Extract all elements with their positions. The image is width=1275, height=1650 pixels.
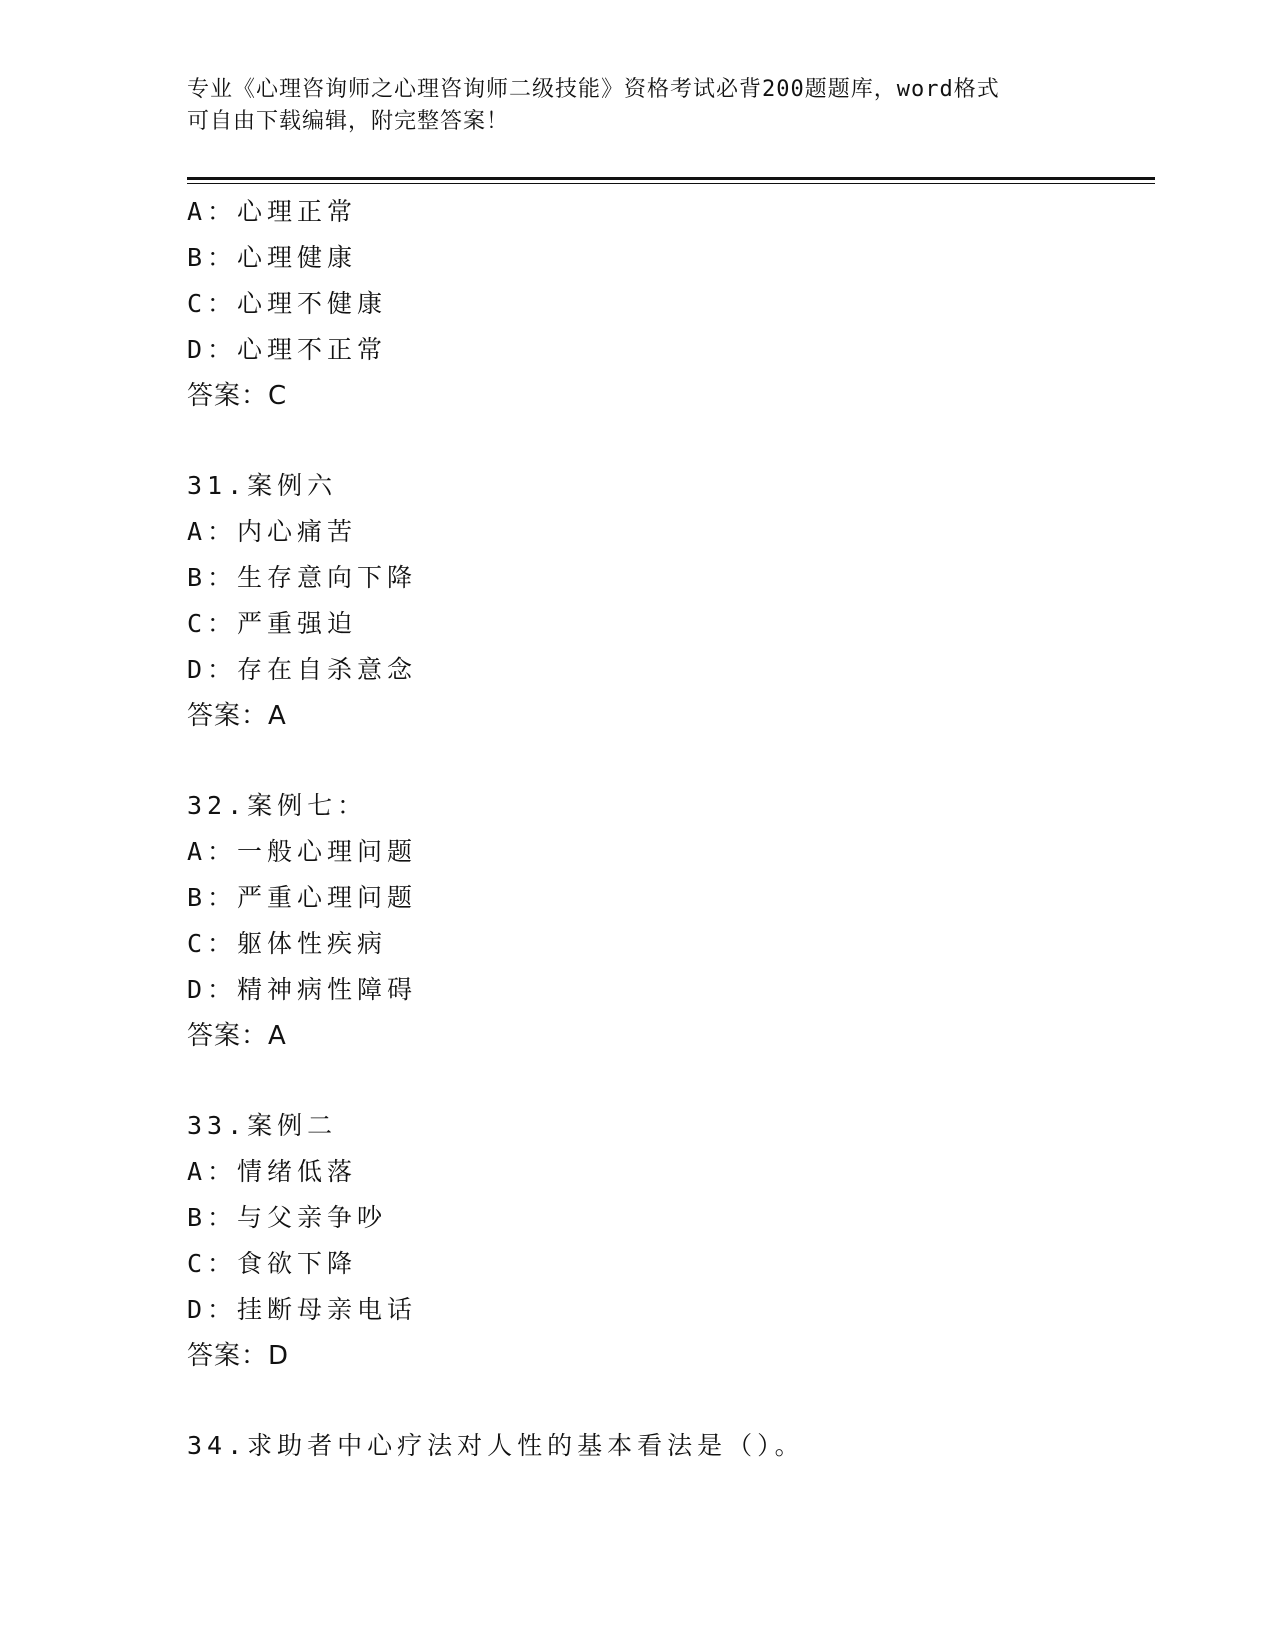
option-b: B：严重心理问题 [187,883,418,912]
option-a: A：情绪低落 [187,1157,358,1186]
option-b: B：生存意向下降 [187,563,418,592]
option-b: B：与父亲争吵 [187,1203,388,1232]
option-d: D：精神病性障碍 [187,975,418,1004]
spacer [187,1379,1155,1423]
option-a: A：内心痛苦 [187,517,358,546]
option-a: A：心理正常 [187,197,358,226]
option-d: D：心理不正常 [187,335,388,364]
answer-line: 答案：D [187,1341,290,1371]
spacer [187,419,1155,463]
question-list [187,189,1155,1469]
spacer [187,1059,1155,1103]
question-title: 34.求助者中心疗法对人性的基本看法是（）。 [187,1431,805,1460]
question-30-continued [187,189,1155,419]
option-d: D：挂断母亲电话 [187,1295,418,1324]
answer-line: 答案：A [187,1021,287,1051]
question-title: 32.案例七： [187,791,368,820]
question-32 [187,783,1155,1059]
header-rule-thick [187,177,1155,180]
question-title: 31.案例六 [187,471,338,500]
header-rule-thin [187,183,1155,184]
question-34 [187,1423,1155,1469]
spacer [187,739,1155,783]
document-header [187,74,1087,138]
question-33 [187,1103,1155,1379]
option-b: B：心理健康 [187,243,358,272]
option-c: C：心理不健康 [187,289,388,318]
option-d: D：存在自杀意念 [187,655,418,684]
question-31 [187,463,1155,739]
option-c: C：严重强迫 [187,609,358,638]
answer-line: 答案：C [187,381,288,411]
header-line-1: 专业《心理咨询师之心理咨询师二级技能》资格考试必背200题题库，word格式 [187,77,1000,102]
option-a: A：一般心理问题 [187,837,418,866]
question-title: 33.案例二 [187,1111,338,1140]
option-c: C：躯体性疾病 [187,929,388,958]
header-line-2: 可自由下载编辑，附完整答案！ [187,109,510,134]
option-c: C：食欲下降 [187,1249,358,1278]
answer-line: 答案：A [187,701,287,731]
